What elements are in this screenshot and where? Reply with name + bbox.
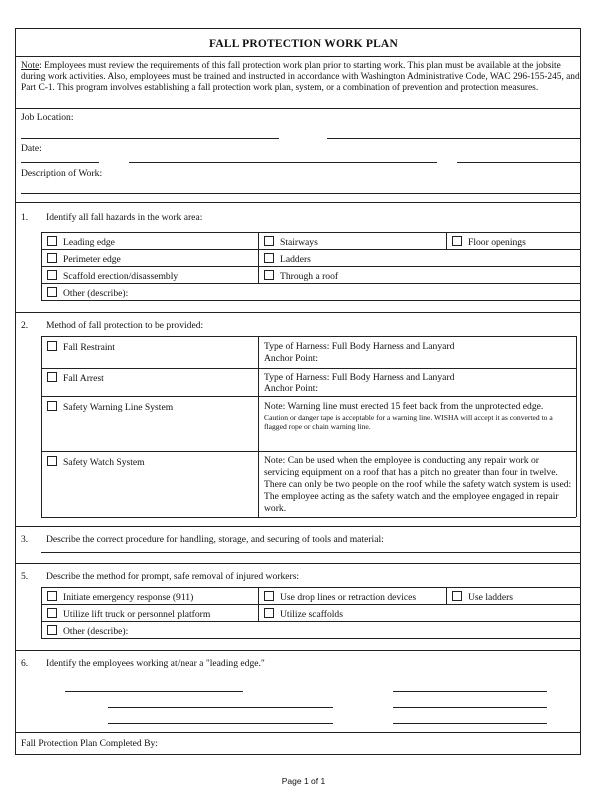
section5-grid-top [41,587,581,588]
checkbox[interactable] [47,608,57,618]
option-label: Floor openings [468,237,526,248]
frame-left-border [15,28,16,754]
option-label: Ladders [280,254,311,265]
checkbox[interactable] [264,253,274,263]
checkbox[interactable] [47,341,57,351]
checkbox[interactable] [47,253,57,263]
option-label: Utilize lift truck or personnel platform [63,609,211,620]
frame-top-border [15,28,581,29]
checkbox[interactable] [452,591,462,601]
removal-drop-lines[interactable] [264,591,416,603]
section1-top-divider [15,202,581,203]
checkbox[interactable] [47,270,57,280]
section2-grid-top [41,336,576,337]
section1-number: 1. [21,212,29,223]
hazard-ladders[interactable] [264,253,311,265]
title-divider [15,56,581,57]
checkbox[interactable] [47,236,57,246]
section2-grid-row2 [41,368,576,369]
warning-line-caution: Caution or danger tape is acceptable for a warning line. WISHA will accept it as converted to a flagged rope or chain warning line. [264,413,553,431]
section5-grid-left [41,587,42,638]
job-location-label: Job Location: [21,112,74,123]
completed-by-field[interactable] [15,754,581,755]
section3-heading: Describe the correct procedure for handling, storage, and securing of tools and material: [46,534,384,545]
method-label: Fall Restraint [63,342,115,353]
hazard-perimeter-edge[interactable] [47,253,121,265]
checkbox[interactable] [47,456,57,466]
section1-grid-top [41,232,581,233]
section2-grid-bottom [41,517,576,518]
section1-grid-left [41,232,42,300]
option-label: Use drop lines or retraction devices [280,592,417,603]
section5-grid-row3 [41,621,581,622]
warning-line-note: Note: Warning line must erected 15 feet back from the unprotected edge. [264,401,544,412]
section3-top-divider [15,526,581,527]
note-prefix: Note [21,61,40,71]
checkbox[interactable] [264,236,274,246]
employee-line-2a[interactable] [108,707,333,708]
checkbox[interactable] [47,372,57,382]
section1-grid-col3 [446,232,447,249]
section1-grid-bottom [41,300,581,301]
date-field-2[interactable] [129,162,437,163]
employee-line-3a[interactable] [108,723,333,724]
checkbox[interactable] [47,287,57,297]
method-label: Safety Warning Line System [63,402,174,413]
method-warning-line[interactable] [47,401,173,413]
checkbox[interactable] [264,270,274,280]
fall-arrest-harness: Type of Harness: Full Body Harness and Lanyard [264,372,455,383]
section2-grid-row4 [41,451,576,452]
removal-emergency-response[interactable] [47,591,193,603]
method-fall-restraint[interactable] [47,341,115,353]
option-label: Stairways [280,237,318,248]
description-field[interactable] [21,193,581,194]
section2-grid-left [41,336,42,517]
completed-by-label: Fall Protection Plan Completed By: [21,738,158,749]
checkbox[interactable] [452,236,462,246]
method-label: Safety Watch System [63,457,145,468]
section1-grid-col2 [258,232,259,283]
method-safety-watch[interactable] [47,456,145,468]
section1-grid-row3 [41,266,581,267]
option-label: Perimeter edge [63,254,121,265]
checkbox[interactable] [264,608,274,618]
option-label: Other (describe): [63,288,129,299]
intro-note [21,61,581,94]
completed-by-divider [15,732,581,733]
hazard-floor-openings[interactable] [452,236,526,248]
employee-line-2b[interactable] [393,707,547,708]
section3-answer-line[interactable] [41,552,581,553]
section5-grid-bottom [41,638,581,639]
hazard-other[interactable] [47,287,128,299]
employee-line-3b[interactable] [393,723,547,724]
section6-heading: Identify the employees working at/near a "leading edge." [46,658,265,669]
frame-right-border [580,28,581,754]
section6-number: 6. [21,658,29,669]
section3-number: 3. [21,534,29,545]
section2-grid-mid [258,336,259,517]
page-title: FALL PROTECTION WORK PLAN [209,38,398,50]
removal-scaffolds[interactable] [264,608,343,620]
safety-watch-note: Note: Can be used when the employee is conducting any repair work or servicing equipment on a roof that has a pitch no greater than four in twelve. There can only be two people on the roof while the safety watch system is used: The employee acting as the safety watch and the employee engaged in repair work. [264,455,572,514]
note-divider [15,108,581,109]
checkbox[interactable] [47,625,57,635]
option-label: Through a roof [280,271,339,282]
section5-top-divider [15,563,581,564]
section6-top-divider [15,650,581,651]
hazard-scaffold[interactable] [47,270,178,282]
removal-other[interactable] [47,625,128,637]
section5-heading: Describe the method for prompt, safe removal of injured workers: [46,571,300,582]
section2-top-divider [15,312,581,313]
hazard-leading-edge[interactable] [47,236,115,248]
section2-grid-row3 [41,396,576,397]
option-label: Scaffold erection/disassembly [63,271,179,282]
section1-grid-row2 [41,249,581,250]
removal-lift-truck[interactable] [47,608,210,620]
date-label: Date: [21,143,42,154]
job-location-field-2[interactable] [327,138,580,139]
hazard-through-roof[interactable] [264,270,338,282]
section2-heading: Method of fall protection to be provided: [46,320,204,331]
fall-restraint-anchor: Anchor Point: [264,353,319,364]
option-label: Other (describe): [63,626,129,637]
description-label: Description of Work: [21,168,103,179]
date-field-3[interactable] [457,162,580,163]
method-fall-arrest[interactable] [47,372,104,384]
section5-grid-col3 [446,587,447,604]
option-label: Initiate emergency response (911) [63,592,194,603]
note-text: : Employees must review the requirements of this fall protection work plan prior to starting work. This plan must be available at the jobsite during work activities. Also, employees must be trained and instructed in accordance with Washington Administrative Code, WAC 296-155-245, and Part C-1. This program involves establishing a fall protection work plan, system, or a combination of prevention and protection measures. [21,61,580,93]
checkbox[interactable] [47,401,57,411]
page-footer: Page 1 of 1 [281,776,326,786]
option-label: Leading edge [63,237,115,248]
section5-number: 5. [21,571,29,582]
fall-arrest-anchor: Anchor Point: [264,383,319,394]
section1-heading: Identify all fall hazards in the work area: [46,212,203,223]
employee-line-1a[interactable] [65,691,243,692]
checkbox[interactable] [47,591,57,601]
option-label: Utilize scaffolds [280,609,343,620]
job-location-field[interactable] [21,138,279,139]
employee-line-1b[interactable] [393,691,547,692]
checkbox[interactable] [264,591,274,601]
section1-grid-row4 [41,283,581,284]
removal-ladders[interactable] [452,591,513,603]
section5-grid-row2 [41,604,581,605]
method-label: Fall Arrest [63,373,104,384]
section2-grid-right [576,336,577,517]
hazard-stairways[interactable] [264,236,318,248]
section2-number: 2. [21,320,29,331]
fall-restraint-harness: Type of Harness: Full Body Harness and Lanyard [264,341,455,352]
date-field[interactable] [21,162,99,163]
option-label: Use ladders [468,592,514,603]
section5-grid-col2 [258,587,259,621]
